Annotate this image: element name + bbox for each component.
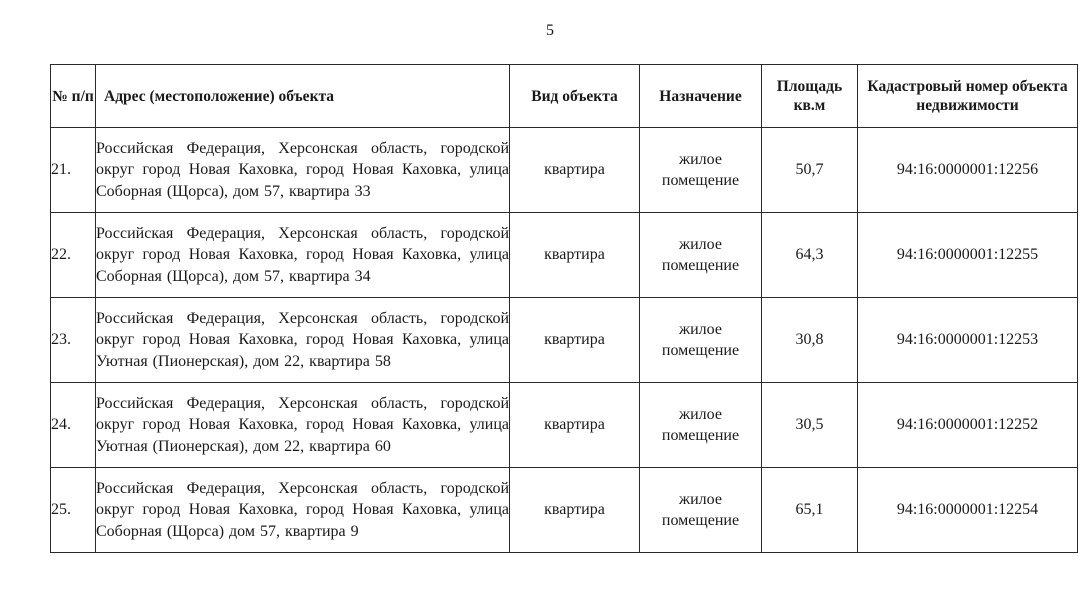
table-header xyxy=(51,65,1078,128)
purpose-line-1: жилое xyxy=(679,150,722,168)
purpose-line-2: помещение xyxy=(661,257,740,274)
object-type-cell: квартира xyxy=(510,298,640,383)
area-cell: 64,3 xyxy=(762,213,858,298)
area-cell: 50,7 xyxy=(762,128,858,213)
address-cell xyxy=(96,383,510,468)
cadastral-number-cell: 94:16:0000001:12254 xyxy=(858,468,1078,553)
column-header-cadastral-number: Кадастровый номер объекта недвижимости xyxy=(858,65,1078,128)
address-text: Российская Федерация, Херсонская область, городской округ город Новая Каховка, город Новая Каховка, улица Уютная (Пионерская), дом 22, квартира 58 xyxy=(96,309,509,370)
object-type-cell: квартира xyxy=(510,383,640,468)
address-text: Российская Федерация, Херсонская область, городской округ город Новая Каховка, город Новая Каховка, улица Соборная (Щорса) дом 57, квартира 9 xyxy=(96,479,509,540)
page-number: 5 xyxy=(546,22,554,39)
object-type-cell: квартира xyxy=(510,468,640,553)
purpose-cell xyxy=(640,298,762,383)
address-cell xyxy=(96,468,510,553)
row-number: 25. xyxy=(51,468,96,553)
purpose-cell xyxy=(640,213,762,298)
column-header-purpose: Назначение xyxy=(640,65,762,128)
address-cell xyxy=(96,128,510,213)
address-text: Российская Федерация, Херсонская область, городской округ город Новая Каховка, город Новая Каховка, улица Соборная (Щорса), дом 57, квартира 33 xyxy=(96,139,509,200)
purpose-cell xyxy=(640,128,762,213)
row-number: 23. xyxy=(51,298,96,383)
row-number: 21. xyxy=(51,128,96,213)
object-type-cell: квартира xyxy=(510,213,640,298)
address-cell xyxy=(96,298,510,383)
cadastral-number-cell: 94:16:0000001:12253 xyxy=(858,298,1078,383)
table-header-row xyxy=(51,65,1078,128)
area-cell: 30,8 xyxy=(762,298,858,383)
purpose-line-1: жилое xyxy=(679,490,722,508)
table-body xyxy=(51,128,1078,553)
row-number: 24. xyxy=(51,383,96,468)
column-header-area: Площадь кв.м xyxy=(762,65,858,128)
purpose-line-2: помещение xyxy=(661,342,740,359)
purpose-line-1: жилое xyxy=(679,320,722,338)
purpose-cell xyxy=(640,383,762,468)
table-row xyxy=(51,383,1078,468)
column-header-address: Адрес (местоположение) объекта xyxy=(96,65,510,128)
area-cell: 65,1 xyxy=(762,468,858,553)
address-text: Российская Федерация, Херсонская область, городской округ город Новая Каховка, город Новая Каховка, улица Соборная (Щорса), дом 57, квартира 34 xyxy=(96,224,509,285)
purpose-cell xyxy=(640,468,762,553)
purpose-line-2: помещение xyxy=(661,427,740,444)
purpose-line-2: помещение xyxy=(661,172,740,189)
cadastral-number-cell: 94:16:0000001:12252 xyxy=(858,383,1078,468)
cadastral-number-cell: 94:16:0000001:12256 xyxy=(858,128,1078,213)
table-row xyxy=(51,468,1078,553)
table-row xyxy=(51,298,1078,383)
row-number: 22. xyxy=(51,213,96,298)
table-row xyxy=(51,213,1078,298)
address-cell xyxy=(96,213,510,298)
property-registry-table xyxy=(50,64,1078,553)
purpose-line-1: жилое xyxy=(679,405,722,423)
column-header-object-type: Вид объекта xyxy=(510,65,640,128)
column-header-number: № п/п xyxy=(51,65,96,128)
purpose-line-2: помещение xyxy=(661,512,740,529)
cadastral-number-cell: 94:16:0000001:12255 xyxy=(858,213,1078,298)
area-cell: 30,5 xyxy=(762,383,858,468)
table-row xyxy=(51,128,1078,213)
address-text: Российская Федерация, Херсонская область, городской округ город Новая Каховка, город Новая Каховка, улица Уютная (Пионерская), дом 22, квартира 60 xyxy=(96,394,509,455)
purpose-line-1: жилое xyxy=(679,235,722,253)
object-type-cell: квартира xyxy=(510,128,640,213)
